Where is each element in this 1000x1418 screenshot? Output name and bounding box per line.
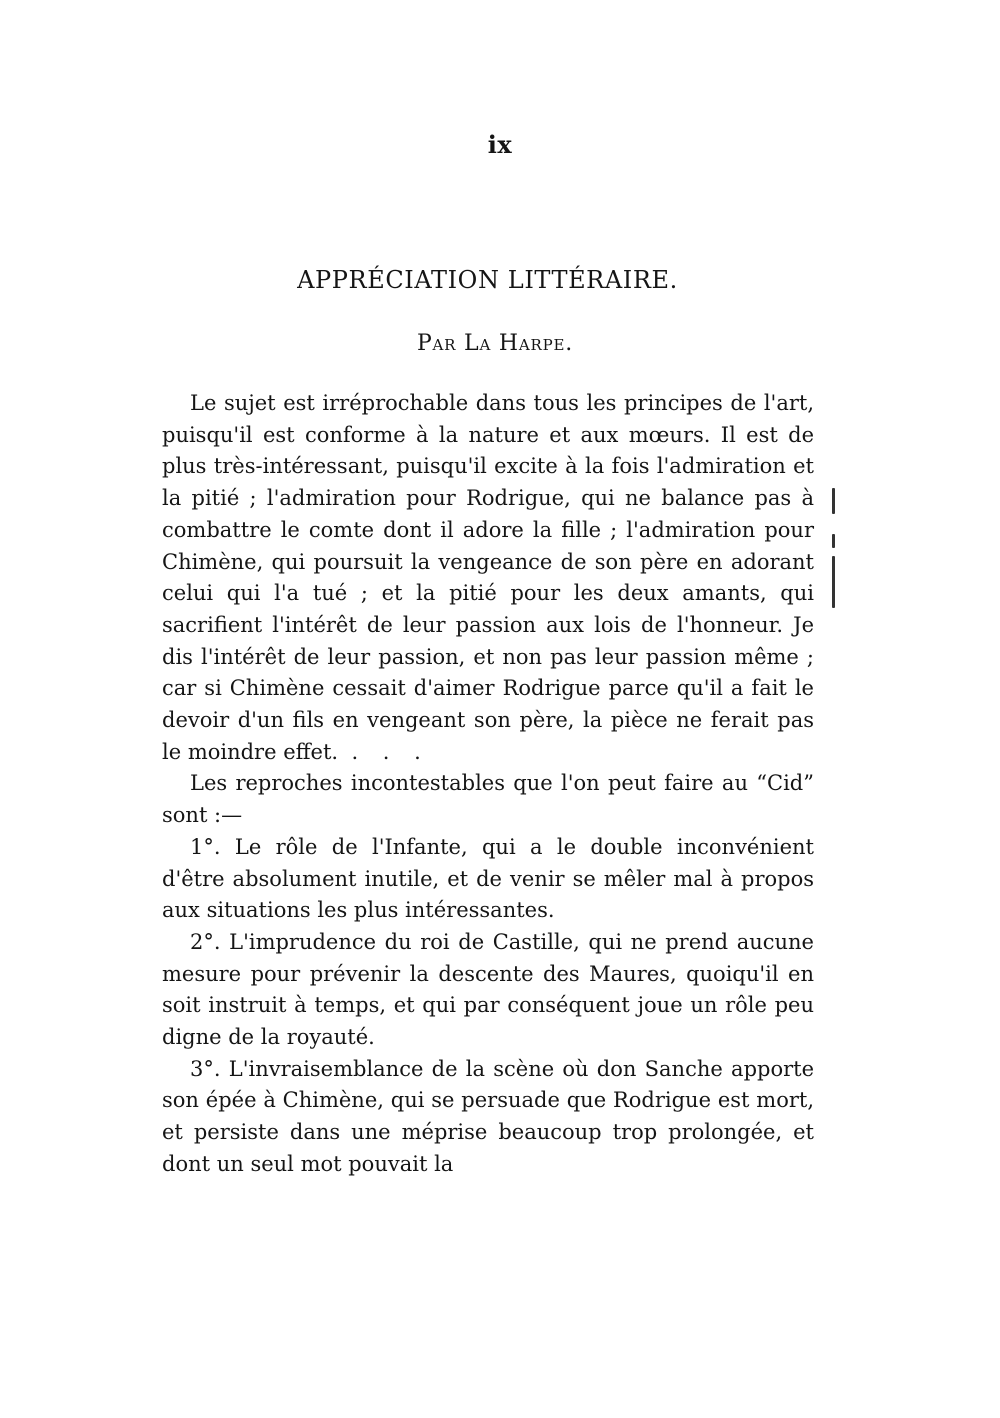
paragraph-5: 3°. L'invraisemblance de la scène où don Sanche apporte son épée à Chimène, qui se persuade que Rodrigue est mort, et persiste dans une méprise beaucoup trop prolongée, et dont un seul mot pouvait la [162,1056,814,1176]
paragraph-3: 1°. Le rôle de l'Infante, qui a le double inconvénient d'être absolument inutile, et de venir se mêler mal à propos aux situations les plus intéressantes. [162,834,814,923]
author-byline: Par La Harpe. [416,331,574,356]
ellipsis: . . . [351,739,430,764]
margin-scan-mark-2 [832,534,835,548]
paragraph-1 [162,388,814,768]
paragraph-2: Les reproches incontestables que l'on peut faire au “Cid” sont :— [162,771,814,828]
margin-scan-mark-3 [832,556,835,608]
body-text [162,388,814,1181]
paragraph-1-text: Le sujet est irréprochable dans tous les principes de l'art, puisqu'il est conforme à la nature et aux mœurs. Il est de plus très-intéressant, puisqu'il excite à la fois l'admiration et la pitié ; l'admiration pour Rodrigue, qui ne balance pas à combattre le comte dont il adore la fille ; l'admiration pour Chimène, qui poursuit la vengeance de son père en adorant celui qui l'a tué ; et la pitié pour les deux amants, qui sacrifient l'intérêt de leur passion aux lois de l'honneur. Je dis l'intérêt de leur passion, et non pas leur passion même ; car si Chimène cessait d'aimer Rodrigue parce qu'il a fait le devoir d'un fils en vengeant son père, la pièce ne ferait pas le moindre effet. [162,391,814,764]
page-title: APPRÉCIATION LITTÉRAIRE. [297,266,678,294]
paragraph-4: 2°. L'imprudence du roi de Castille, qui ne prend aucune mesure pour prévenir la descente des Maures, quoiqu'il en soit instruit à temps, et qui par conséquent joue un rôle peu digne de la royauté. [162,929,814,1050]
margin-scan-mark-1 [832,488,835,514]
page-number: ix [487,130,513,159]
